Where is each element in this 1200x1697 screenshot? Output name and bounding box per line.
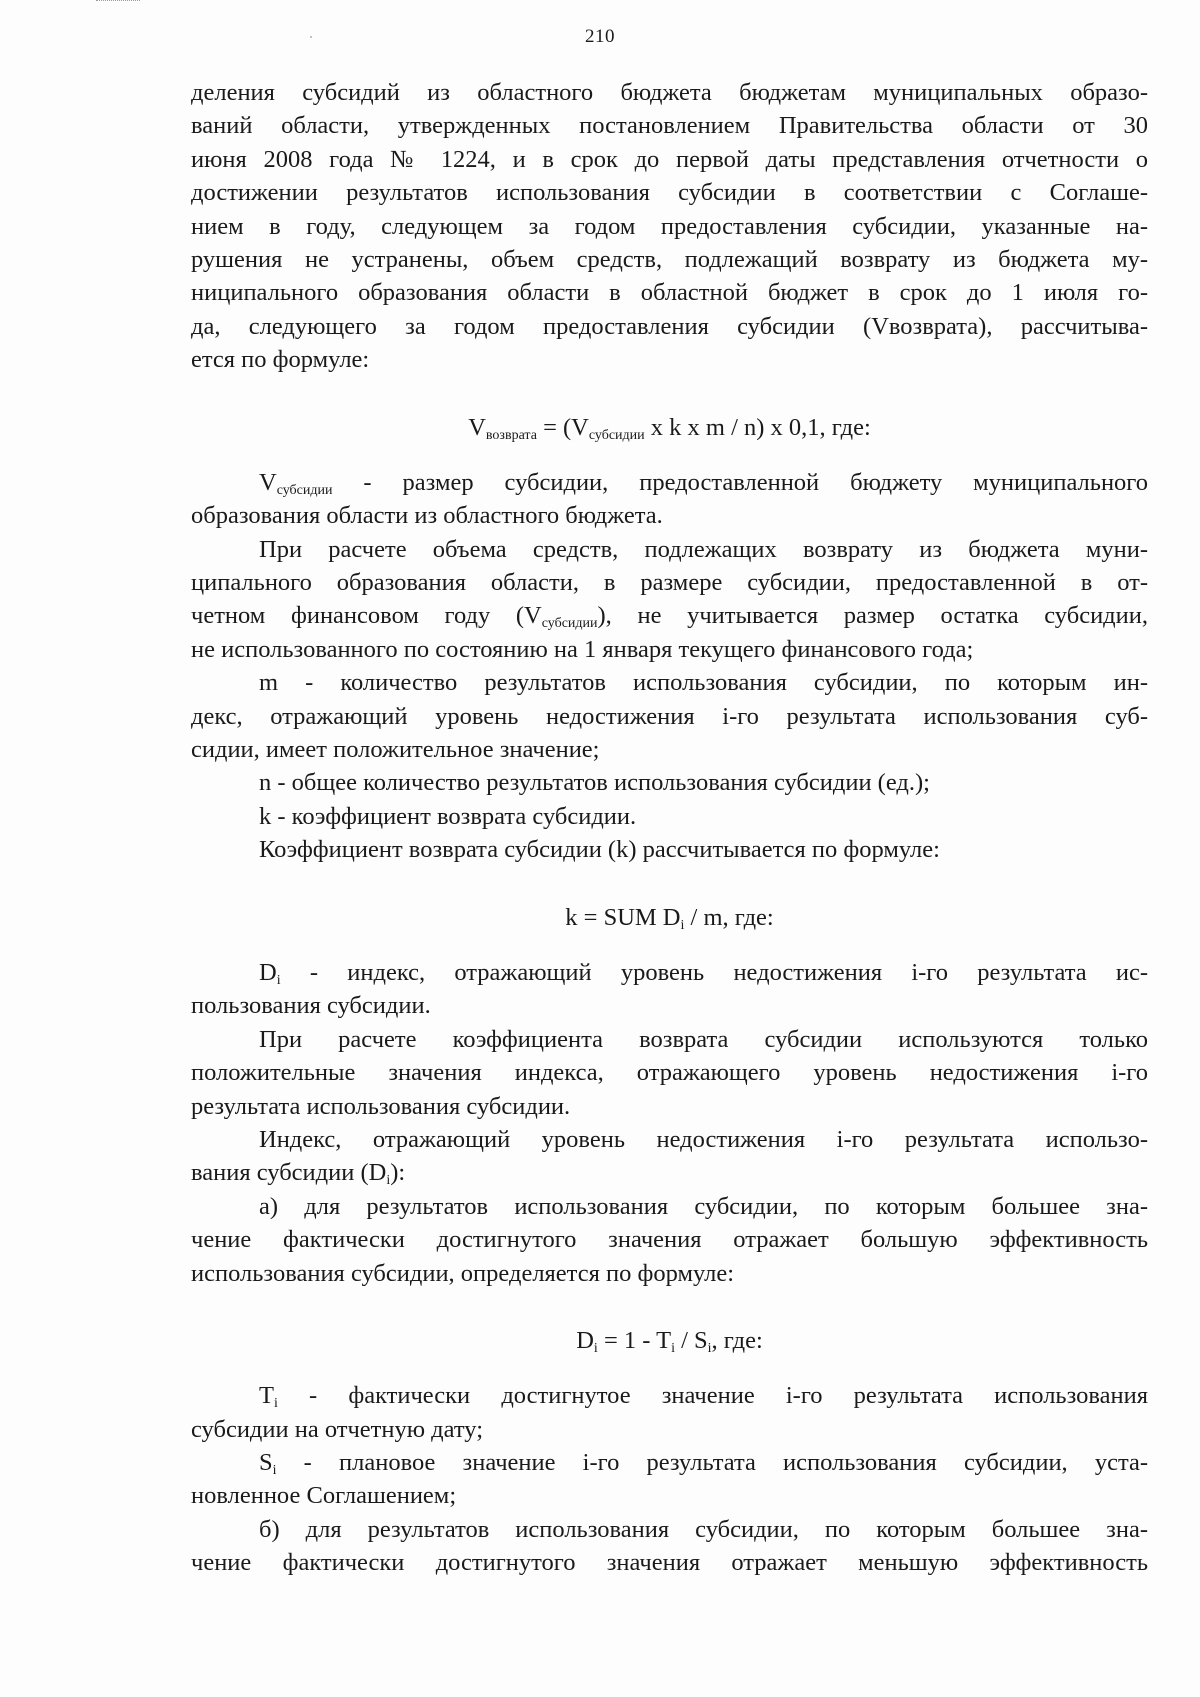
formula-text: / S xyxy=(674,1326,708,1354)
page-number: 210 xyxy=(585,26,615,47)
text-fragment: четном финансовом году (V xyxy=(191,602,542,630)
text-line: ниципального образования области в областной бюджет в срок до 1 июля го- xyxy=(191,279,1148,307)
text-line-with-subscript xyxy=(191,599,1148,632)
text-line: деления субсидий из областного бюджета бюджетам муниципальных образо- xyxy=(191,79,1148,106)
formula-subscript: i xyxy=(276,972,281,988)
definition-d-index xyxy=(191,956,1148,989)
text-line: Коэффициент возврата субсидии (k) рассчитывается по формуле: xyxy=(259,836,940,864)
formula-symbol: D xyxy=(259,958,277,986)
text-line-with-subscript xyxy=(191,1156,1148,1189)
definition-v-subsidy xyxy=(191,466,1148,499)
spacer xyxy=(191,1357,1148,1379)
text-line: субсидии на отчетную дату; xyxy=(191,1415,484,1443)
text-line: пользования субсидии. xyxy=(191,992,431,1020)
text-line: да, следующего за годом предоставления субсидии (Vвозврата), рассчитыва- xyxy=(191,312,1148,340)
text-line: июня 2008 года № 1224, и в срок до первой даты представления отчетности о xyxy=(191,145,1148,173)
scan-artifact xyxy=(96,0,140,7)
text-line: результата использования субсидии. xyxy=(191,1092,571,1120)
formula-symbol: T xyxy=(259,1382,274,1410)
text-fragment: ): xyxy=(390,1159,406,1187)
formula-subscript: i xyxy=(386,1173,391,1189)
formula-text: x k x m / n) x 0,1, где: xyxy=(644,413,871,441)
text-line: ваний области, утвержденных постановлением Правительства области от 30 xyxy=(191,112,1148,140)
formula-return-coefficient xyxy=(191,901,1148,934)
text-line: сидии, имеет положительное значение; xyxy=(191,736,600,764)
definition-s-planned xyxy=(191,1446,1148,1479)
formula-subscript: субсидии xyxy=(276,482,333,498)
formula-text: = (V xyxy=(536,413,589,441)
spacer xyxy=(191,867,1148,901)
spacer xyxy=(191,377,1148,411)
formula-subscript: i xyxy=(272,1463,277,1479)
text-line: рушения не устранены, объем средств, подлежащий возврату из бюджета му- xyxy=(191,245,1148,273)
text-line: использования субсидии, определяется по формуле: xyxy=(191,1259,735,1287)
text-line: чение фактически достигнутого значения отражает меньшую эффективность xyxy=(191,1549,1148,1577)
formula-subscript: субсидии xyxy=(588,427,645,443)
text-line: не использованного по состоянию на 1 января текущего финансового года; xyxy=(191,635,974,663)
text-line: нием в году, следующем за годом предоставления субсидии, указанные на- xyxy=(191,212,1148,240)
formula-symbol: S xyxy=(259,1449,273,1477)
text-fragment: - индекс, отражающий уровень недостижения i-го результата ис- xyxy=(280,958,1148,986)
formula-symbol: V xyxy=(468,413,486,441)
text-line: При расчете коэффициента возврата субсидии используются только xyxy=(259,1025,1148,1053)
definition-t-actual xyxy=(191,1379,1148,1412)
text-line: m - количество результатов использования субсидии, по которым ин- xyxy=(259,669,1148,697)
formula-subscript: i xyxy=(593,1340,598,1356)
spacer xyxy=(191,1290,1148,1324)
text-line: n - общее количество результатов использования субсидии (ед.); xyxy=(259,769,930,797)
formula-subscript: субсидии xyxy=(541,616,598,632)
text-line: чение фактически достигнутого значения отражает большую эффективность xyxy=(191,1226,1148,1254)
formula-subscript: i xyxy=(671,1340,675,1356)
formula-text: / m, где: xyxy=(684,903,774,931)
formula-text: = 1 - T xyxy=(597,1326,672,1354)
text-fragment: ), не учитывается размер остатка субсидии, xyxy=(597,602,1148,630)
text-line: образования области из областного бюджета. xyxy=(191,502,663,530)
text-line: декс, отражающий уровень недостижения i-го результата использования суб- xyxy=(191,702,1148,730)
text-line: k - коэффициент возврата субсидии. xyxy=(259,802,637,830)
text-line: При расчете объема средств, подлежащих возврату из бюджета муни- xyxy=(259,535,1148,563)
spacer xyxy=(191,444,1148,466)
document-body xyxy=(191,76,1148,1580)
text-line: ется по формуле: xyxy=(191,346,370,374)
formula-symbol: V xyxy=(259,468,277,496)
formula-text: k = SUM D xyxy=(565,903,681,931)
text-fragment: - фактически достигнутое значение i-го результата использования xyxy=(277,1382,1148,1410)
formula-text: , где: xyxy=(711,1326,763,1354)
spacer xyxy=(191,934,1148,956)
text-line: Индекс, отражающий уровень недостижения i-го результата использо- xyxy=(259,1125,1148,1153)
formula-subscript: i xyxy=(707,1340,712,1356)
formula-index-a xyxy=(191,1324,1148,1357)
formula-return-volume xyxy=(191,411,1148,444)
formula-subscript: i xyxy=(680,917,685,933)
formula-subscript: i xyxy=(273,1396,278,1412)
formula-subscript: возврата xyxy=(485,427,537,443)
text-fragment: вания субсидии (D xyxy=(191,1159,387,1187)
formula-symbol: D xyxy=(576,1326,594,1354)
text-fragment: - размер субсидии, предоставленной бюджету муниципального xyxy=(332,468,1148,496)
text-fragment: - плановое значение i-го результата использования субсидии, уста- xyxy=(276,1449,1148,1477)
text-line: достижении результатов использования субсидии в соответствии с Соглаше- xyxy=(191,179,1148,207)
text-line: ципального образования области, в размере субсидии, предоставленной в от- xyxy=(191,569,1148,597)
text-line: а) для результатов использования субсидии, по которым большее зна- xyxy=(259,1192,1148,1220)
text-line: новленное Соглашением; xyxy=(191,1482,457,1510)
text-line: б) для результатов использования субсидии, по которым большее зна- xyxy=(259,1515,1148,1543)
text-line: положительные значения индекса, отражающего уровень недостижения i-го xyxy=(191,1059,1148,1087)
